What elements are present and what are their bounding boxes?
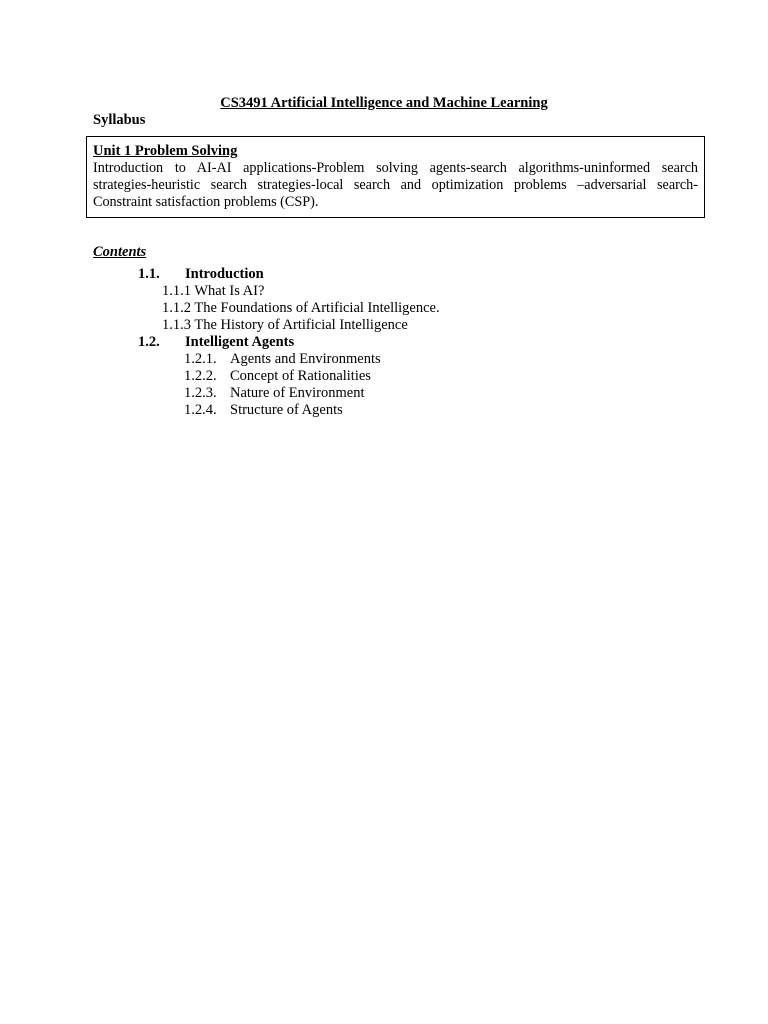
toc-number: 1.2.4.: [184, 402, 217, 418]
document-title: CS3491 Artificial Intelligence and Machine Learning: [220, 95, 548, 111]
toc-title: Introduction: [185, 266, 264, 282]
toc-number: 1.2.1.: [184, 351, 217, 367]
unit-title: Unit 1 Problem Solving: [93, 143, 238, 159]
toc-number: 1.2.3.: [184, 385, 217, 401]
toc-title: Concept of Rationalities: [230, 368, 371, 384]
toc-title: 1.1.3 The History of Artificial Intelligence: [162, 317, 408, 333]
toc-title: 1.1.1 What Is AI?: [162, 283, 265, 299]
toc-number: 1.2.: [138, 334, 160, 350]
contents-heading: Contents: [93, 244, 147, 260]
toc-title: Agents and Environments: [230, 351, 381, 367]
toc-title: Structure of Agents: [230, 402, 343, 418]
syllabus-label: Syllabus: [93, 112, 146, 128]
toc-number: 1.1.: [138, 266, 160, 282]
toc-title: 1.1.2 The Foundations of Artificial Intelligence.: [162, 300, 440, 316]
toc-title: Nature of Environment: [230, 385, 365, 401]
unit-description: Introduction to AI-AI applications-Problem solving agents-search algorithms-uninformed search strategies-heuristic search strategies-local search and optimization problems –adversarial search-Constraint satisfaction problems (CSP).: [93, 160, 698, 210]
toc-number: 1.2.2.: [184, 368, 217, 384]
syllabus-box: [86, 136, 705, 218]
toc-title: Intelligent Agents: [185, 334, 295, 350]
